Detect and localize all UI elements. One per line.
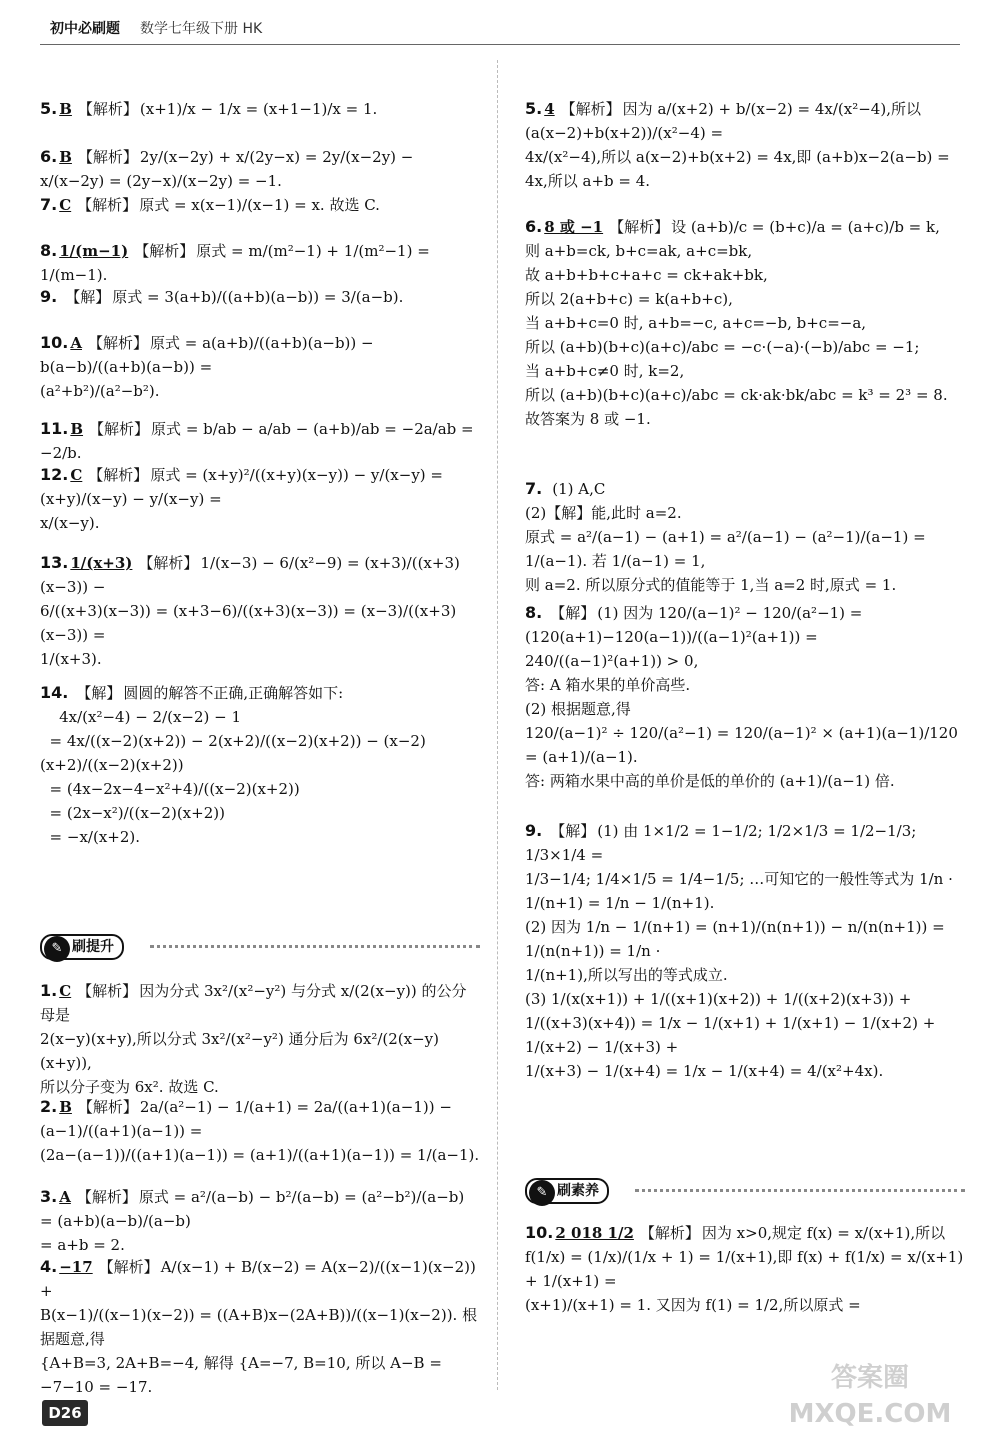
brush-icon: ✎ xyxy=(44,936,70,962)
answer-entry: 11. B 【解析】 原式 = b/ab − a/ab − (a+b)/ab = −2a/ab = −2/b. xyxy=(40,419,479,462)
answer-entry: 10. 2 018 1/2 【解析】 因为 x>0,规定 f(x) = x/(x+1),所以 f(1/x) = (1/x)/(1/x + 1) = 1/(x+1),即 f(x) + f(1/x) = x/(x+1) + 1/(x+1) = (x+1)/(x+1) = 1. 又因为 f(1) = 1/2,所以原式 = xyxy=(525,1223,964,1314)
right-column xyxy=(525,55,965,1395)
answer-entry: 6. B 【解析】 2y/(x−2y) + x/(2y−x) = 2y/(x−2y) − x/(x−2y) = (2y−x)/(x−2y) = −1. xyxy=(40,147,419,190)
page-header xyxy=(40,14,960,44)
answer-entry: 8. 1/(m−1) 【解析】 原式 = m/(m²−1) + 1/(m²−1) = 1/(m−1). xyxy=(40,241,435,284)
answer-entry: 1. C 【解析】 因为分式 3x²/(x²−y²) 与分式 x/(2(x−y)) 的公分母是 2(x−y)(x+y),所以分式 3x²/(x²−y²) 通分后为 6x²/(2(x−y)(x+y)), 所以分子变为 6x². 故选 C. xyxy=(40,981,467,1096)
book-title: 初中必刷题 xyxy=(50,21,120,37)
book-subject: 数学七年级下册 HK xyxy=(140,21,263,37)
answer-entry: 5. B 【解析】 (x+1)/x − 1/x = (x+1−1)/x = 1. xyxy=(40,99,378,118)
section-badge: ✎ 刷素养 xyxy=(525,1178,609,1204)
answer-entry: 6. 8 或 −1 【解析】 设 (a+b)/c = (b+c)/a = (a+c)/b = k, 则 a+b=ck, b+c=ak, a+c=bk, 故 a+b+b+c+a+c = ck+ak+bk, 所以 2(a+b+c) = k(a+b+c), 当 a+b+c=0 时, a+b=−c, a+c=−b, b+c=−a, 所以 (a+b)(b+c)(a+c)/abc = −c·(−a)·(−b)/abc = −1; 当 a+b+c≠0 时, k=2, 所以 (a+b)(b+c)(a+c)/abc = ck·ak·bk/abc = k³ = 2³ = 8. 故答案为 8 或 −1. xyxy=(525,217,948,428)
watermark-logo: 答案圈 MXQE.COM xyxy=(788,1363,952,1429)
answer-entry: 13. 1/(x+3) 【解析】 1/(x−3) − 6/(x²−9) = (x+3)/((x+3)(x−3)) − 6/((x+3)(x−3)) = (x+3−6)/((x+3)(x−3)) = (x−3)/((x+3)(x−3)) = 1/(x+3). xyxy=(40,553,460,668)
answer-entry: 10. A 【解析】 原式 = a(a+b)/((a+b)(a−b)) − b(a−b)/((a+b)(a−b)) = (a²+b²)/(a²−b²). xyxy=(40,333,374,400)
answer-entry: 9. 【解】 (1) 由 1×1/2 = 1−1/2; 1/2×1/3 = 1/2−1/3; 1/3×1/4 = 1/3−1/4; 1/4×1/5 = 1/4−1/5; …可知它的一般性等式为 1/n · 1/(n+1) = 1/n − 1/(n+1). (2) 因为 1/n − 1/(n+1) = (n+1)/(n(n+1)) − n/(n(n+1)) = 1/(n(n+1)) = 1/n · 1/(n+1),所以写出的等式成立. (3) 1/(x(x+1)) + 1/((x+1)(x+2)) + 1/((x+2)(x+3)) + 1/((x+3)(x+4)) = 1/x − 1/(x+1) + 1/(x+1) − 1/(x+2) + 1/(x+2) − 1/(x+3) + 1/(x+3) − 1/(x+4) = 1/x − 1/(x+4) = 4/(x²+4x). xyxy=(525,821,953,1080)
column-divider xyxy=(497,60,498,1390)
page-number: D26 xyxy=(42,1400,88,1426)
section-banner-literacy xyxy=(525,1175,965,1205)
answer-entry: 14. 【解】 圆圆的解答不正确,正确解答如下: 4x/(x²−4) − 2/(x−2) − 1 = 4x/((x−2)(x+2)) − 2(x+2)/((x−2)(x+2)) − (x−2)(x+2)/((x−2)(x+2)) = (4x−2x−4−x²+4)/((x−2)(x+2)) = (2x−x²)/((x−2)(x+2)) = −x/(x+2). xyxy=(40,683,426,846)
answer-entry: 7. (1) A,C (2)【解】能,此时 a=2. 原式 = a²/(a−1) − (a+1) = a²/(a−1) − (a²−1)/(a−1) = 1/(a−1). 若 1/(a−1) = 1, 则 a=2. 所以原分式的值能等于 1,当 a=2 时,原式 = 1. xyxy=(525,479,926,594)
answer-entry: 3. A 【解析】 原式 = a²/(a−b) − b²/(a−b) = (a²−b²)/(a−b) = (a+b)(a−b)/(a−b) = a+b = 2. xyxy=(40,1187,465,1254)
answer-entry: 12. C 【解析】 原式 = (x+y)²/((x+y)(x−y)) − y/(x−y) = (x+y)/(x−y) − y/(x−y) = x/(x−y). xyxy=(40,465,443,532)
section-banner-lift xyxy=(40,931,480,961)
dotted-rule xyxy=(635,1189,965,1192)
dotted-rule xyxy=(150,945,480,948)
left-column xyxy=(40,55,480,1395)
header-rule xyxy=(40,44,960,45)
answer-entry: 4. −17 【解析】 A/(x−1) + B/(x−2) = A(x−2)/((x−1)(x−2)) + B(x−1)/((x−1)(x−2)) = ((A+B)x−(2A+B))/((x−1)(x−2)). 根据题意,得 {A+B=3, 2A+B=−4, 解得 {A=−7, B=10, 所以 A−B = −7−10 = −17. xyxy=(40,1257,478,1396)
answer-entry: 7. C 【解析】 原式 = x(x−1)/(x−1) = x. 故选 C. xyxy=(40,195,380,214)
brush-icon: ✎ xyxy=(529,1180,555,1206)
answer-entry: 2. B 【解析】 2a/(a²−1) − 1/(a+1) = 2a/((a+1)(a−1)) − (a−1)/((a+1)(a−1)) = (2a−(a−1))/((a+1)(a−1)) = (a+1)/((a+1)(a−1)) = 1/(a−1). xyxy=(40,1097,480,1164)
answer-entry: 9. 【解】 原式 = 3(a+b)/((a+b)(a−b)) = 3/(a−b). xyxy=(40,287,404,306)
answer-entry: 5. 4 【解析】 因为 a/(x+2) + b/(x−2) = 4x/(x²−4),所以 (a(x−2)+b(x+2))/(x²−4) = 4x/(x²−4),所以 a(x−2)+b(x+2) = 4x,即 (a+b)x−2(a−b) = 4x,所以 a+b = 4. xyxy=(525,99,950,190)
answer-entry: 8. 【解】 (1) 因为 120/(a−1)² − 120/(a²−1) = (120(a+1)−120(a−1))/((a−1)²(a+1)) = 240/((a−1)²(a+1)) > 0, 答: A 箱水果的单价高些. (2) 根据题意,得 120/(a−1)² ÷ 120/(a²−1) = 120/(a−1)² × (a+1)(a−1)/120 = (a+1)/(a−1). 答: 两箱水果中高的单价是低的单价的 (a+1)/(a−1) 倍. xyxy=(525,603,958,790)
section-badge: ✎ 刷提升 xyxy=(40,934,124,960)
